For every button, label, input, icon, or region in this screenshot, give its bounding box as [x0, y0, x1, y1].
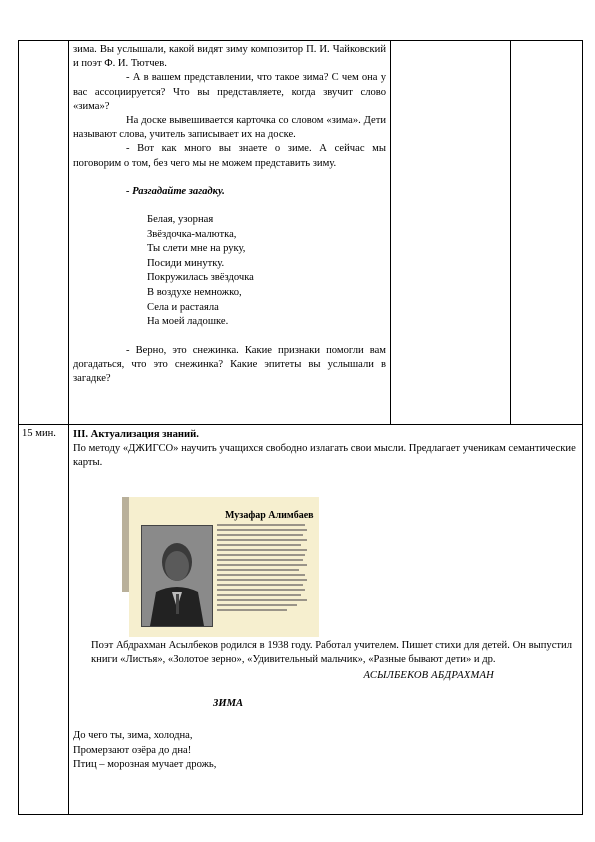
riddle-line: Ты слети мне на руку, [147, 243, 246, 255]
poem-line: До чего ты, зима, холодна, [73, 730, 193, 742]
time-cell [19, 41, 69, 425]
riddle-line: В воздухе немножко, [147, 287, 242, 298]
lesson-plan-table [18, 40, 583, 815]
table-row [19, 425, 583, 815]
stage-content-cell [69, 425, 583, 815]
author-portrait [141, 525, 213, 627]
teacher-activity-cell [69, 41, 391, 425]
author-card-image [129, 497, 319, 637]
stage-heading: III. Актуализация знаний. [73, 429, 199, 440]
resources-cell [511, 41, 583, 425]
paragraph: На доске вывешивается карточка со словом «зима». Дети называют слова, учитель записывает их на доске. [73, 115, 386, 141]
student-activity-cell [391, 41, 511, 425]
riddle-line: Села и растаяла [147, 301, 219, 313]
riddle-line: На моей ладошке. [147, 316, 229, 328]
table-row [19, 41, 583, 425]
poem-author: АСЫЛБЕКОВ АБДРАХМАН [363, 670, 494, 682]
card-bio-text [217, 524, 309, 614]
poem-line: Птиц – морозная мучает дрожь, [73, 758, 217, 770]
riddle-line: Покружилась звёздочка [147, 272, 254, 284]
riddle-task: - Разгадайте загадку. [126, 185, 225, 197]
card-author-name: Музафар Алимбаев [225, 509, 314, 521]
paragraph: - Верно, это снежинка. Какие признаки помогли вам догадаться, что это снежинка? Какие эпитеты вы услышали в загадке? [73, 344, 386, 385]
paragraph: По методу «ДЖИГСО» научить учащихся свободно излагать свои мысли. Предлагает ученикам семантические карты. [73, 443, 576, 469]
paragraph: зима. Вы услышали, какой видят зиму композитор П. И. Чайковский и поэт Ф. И. Тютчев. [73, 44, 386, 70]
riddle-line: Звёздочка-малютка, [147, 228, 237, 240]
riddle-poem [147, 213, 386, 330]
poem [73, 729, 578, 772]
riddle-line: Белая, узорная [147, 214, 214, 226]
question-paragraph: - А в вашем представлении, что такое зима? С чем она у вас ассоциируется? Что вы представляете, когда звучит слово «зима»? [73, 72, 386, 112]
paragraph: - Вот как много вы знаете о зиме. А сейчас мы поговорим о том, без чего мы не можем представить зиму. [73, 143, 386, 169]
lesson-plan-page [18, 40, 583, 815]
riddle-line: Посиди минутку. [147, 257, 225, 269]
poem-title: ЗИМА [213, 698, 244, 710]
time-cell: 15 мин. [19, 425, 69, 815]
author-biography: Поэт Абдрахман Асылбеков родился в 1938 году. Работал учителем. Пишет стихи для детей. Он выпустил книги «Листья», «Золотое зерно», «Удивительный мальчик», «Разные бывают дети» и др. [91, 639, 572, 665]
poem-line: Промерзают озёра до дна! [73, 744, 192, 756]
